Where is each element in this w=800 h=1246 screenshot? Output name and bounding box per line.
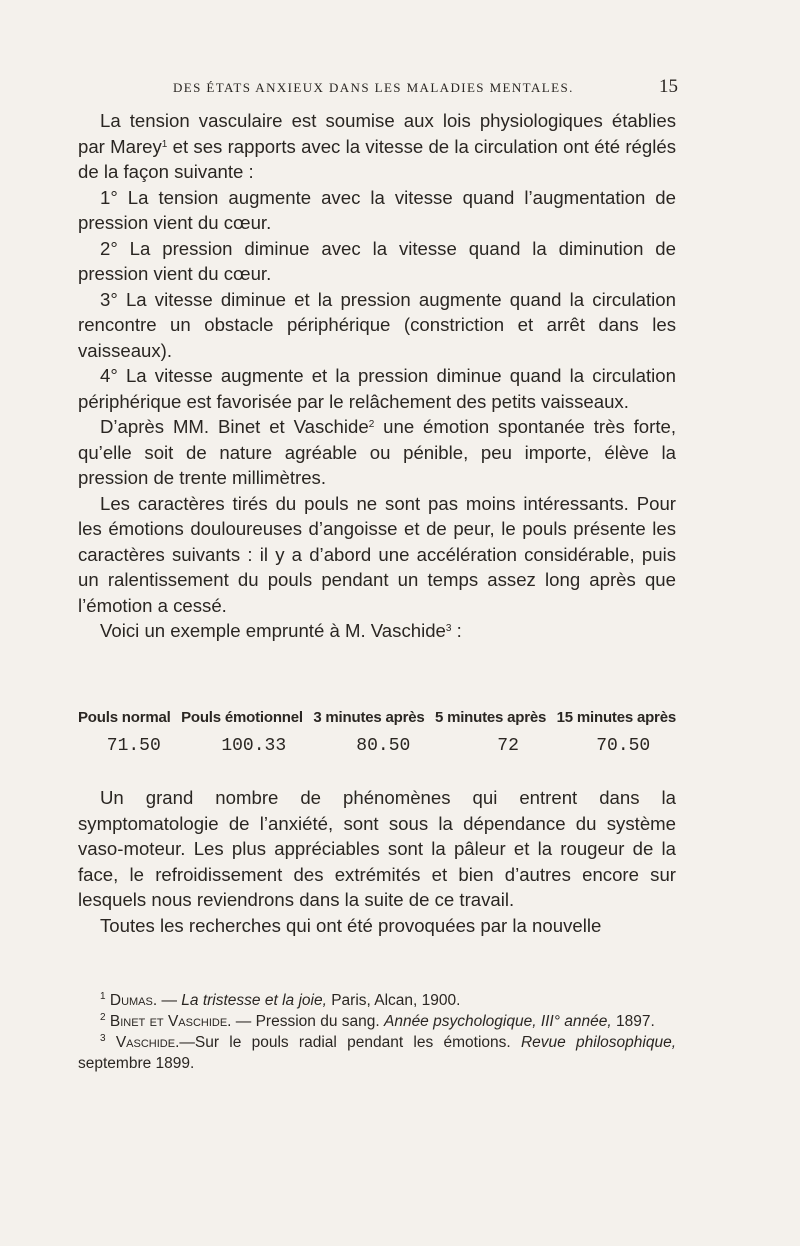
footnote-title: Année psychologique, III° année, [383,1013,612,1030]
paragraph: 4° La vitesse augmente et la pression diminue quand la circulation périphérique est favorisée par le relâchement des petits vaisseaux. [78,365,676,412]
paragraph: 1° La tension augmente avec la vitesse quand l’augmentation de pression vient du cœur. [78,186,676,233]
paragraph: Les caractères tirés du pouls ne sont pas moins intéressants. Pour les émotions douloureuses d’angoisse et de peur, le pouls présente les caractères suivants : il y a d’abord une accélération considérable, puis un ralentissement du pouls pendant un temps assez long après que l’émotion a cessé. [78,492,676,616]
paragraph: Toutes les recherches qui ont été provoquées par la nouvelle [100,914,602,936]
paragraph: Un grand nombre de phénomènes qui entrent dans la symptomatologie de l’anxiété, sont sous la dépendance du système vaso-moteur. Les plus appréciables sont la pâleur et la rougeur de la face, le refroidissement des extrémités et bien d’autres encore sur lesquels nous reviendrons dans la suite de ce travail. [78,787,676,910]
table-cell: 80.50 [356,736,411,756]
running-header [78,78,676,100]
paragraph: Voici un exemple emprunté à M. Vaschide$^3$ : [100,620,462,641]
footnote-author: Binet et Vaschide. [109,1013,232,1030]
footnote-author: Dumas. [109,992,158,1009]
pulse-table [78,709,676,756]
table-header-cell: 3 minutes après [313,709,425,726]
running-title: DES ÉTATS ANXIEUX DANS LES MALADIES MENTALES. [173,80,574,95]
footnote: $^2$ Binet et Vaschide. — Pression du sang. Année psychologique, III° année, 1897. [100,1012,655,1030]
paragraph: 2° La pression diminue avec la vitesse quand la diminution de pression vient du cœur. [78,237,676,284]
paragraph: D’après MM. Binet et Vaschide$^2$ une émotion spontanée très forte, qu’elle soit de nature agréable ou pénible, peu importe, élève la pression de trente millimètres. [78,416,676,488]
footnote-ref: 3 [445,623,452,634]
paragraph: La tension vasculaire est soumise aux lois physiologiques établies par Marey$^1$ et ses rapports avec la vitesse de la circulation ont été réglés de la façon suivante : [78,110,676,182]
footnote-title: La tristesse et la joie, [181,992,327,1009]
paragraph: 3° La vitesse diminue et la pression augmente quand la circulation rencontre un obstacle périphérique (constriction et arrêt dans les vaisseaux). [78,288,676,361]
table-header-cell: Pouls émotionnel [181,709,303,726]
footnote-mark: 2 [100,1012,106,1023]
table-cell: 72 [497,736,519,756]
footnote: $^3$ Vaschide.—Sur le pouls radial pendant les émotions. Revue philosophique, septembre 1899. [78,1033,676,1072]
table-header-cell: 15 minutes après [556,709,676,726]
footnote-mark: 1 [100,991,106,1002]
footnotes [78,990,676,1074]
footnote-mark: 3 [100,1033,106,1044]
main-text [78,108,676,644]
footnote-title: Revue philosophique, [520,1034,676,1051]
table-header-cell: Pouls normal [78,709,171,726]
footnote-author: Vaschide. [115,1034,180,1051]
page-number: 15 [659,76,678,97]
table-cell: 100.33 [221,736,287,756]
footnote: $^1$ Dumas. — La tristesse et la joie, Paris, Alcan, 1900. [100,991,461,1009]
table-cell: 71.50 [106,736,161,756]
footnote-ref: 2 [368,419,375,430]
footnote-ref: 1 [161,138,168,150]
table-cell: 70.50 [596,736,651,756]
main-text-continued [78,785,676,938]
table-header-row [78,709,676,726]
table-row [78,736,676,756]
table-header-cell: 5 minutes après [434,709,547,726]
